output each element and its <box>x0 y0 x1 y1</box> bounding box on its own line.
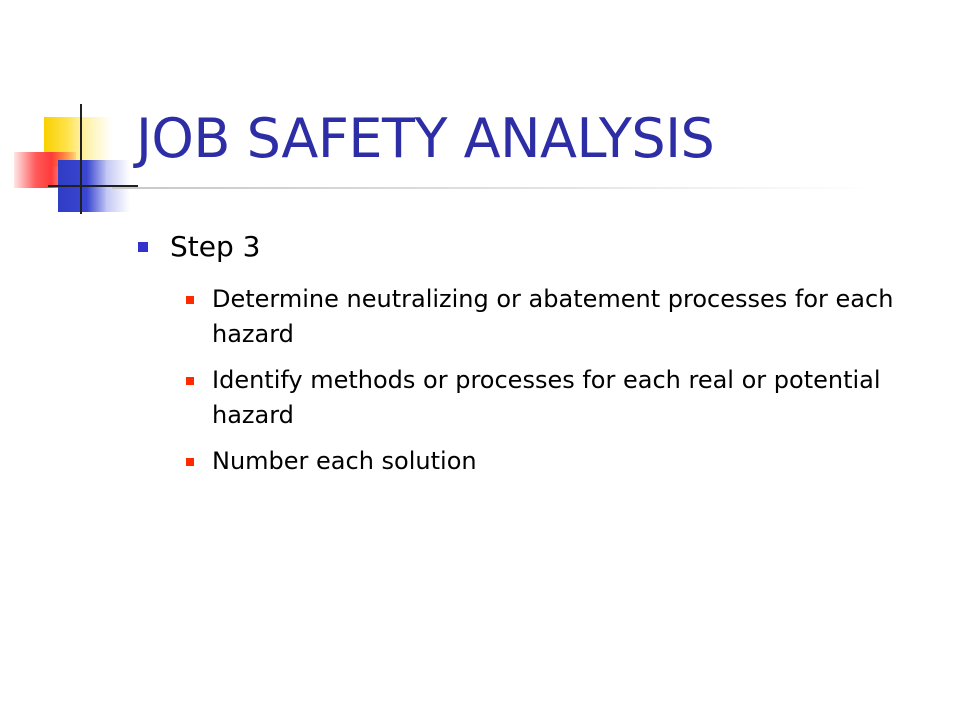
slide-body <box>138 220 928 490</box>
list-item <box>186 363 928 433</box>
step-heading-text: Step 3 <box>170 230 261 263</box>
list-item-text: Determine neutralizing or abatement processes for each hazard <box>212 285 894 348</box>
list-item-text: Identify methods or processes for each real or potential hazard <box>212 366 881 429</box>
square-bullet-icon <box>186 296 194 304</box>
list-item <box>186 282 928 352</box>
square-bullet-icon <box>186 458 194 466</box>
square-bullet-icon <box>138 242 148 252</box>
slide-title: JOB SAFETY ANALYSIS <box>136 107 715 170</box>
step-heading-item <box>138 220 928 274</box>
sub-bullet-list <box>138 282 928 479</box>
title-underline <box>112 187 872 189</box>
vertical-rule-line <box>80 104 82 214</box>
square-bullet-icon <box>186 377 194 385</box>
list-item-text: Number each solution <box>212 447 477 475</box>
yellow-fade-shape <box>82 117 112 161</box>
list-item <box>186 444 928 479</box>
